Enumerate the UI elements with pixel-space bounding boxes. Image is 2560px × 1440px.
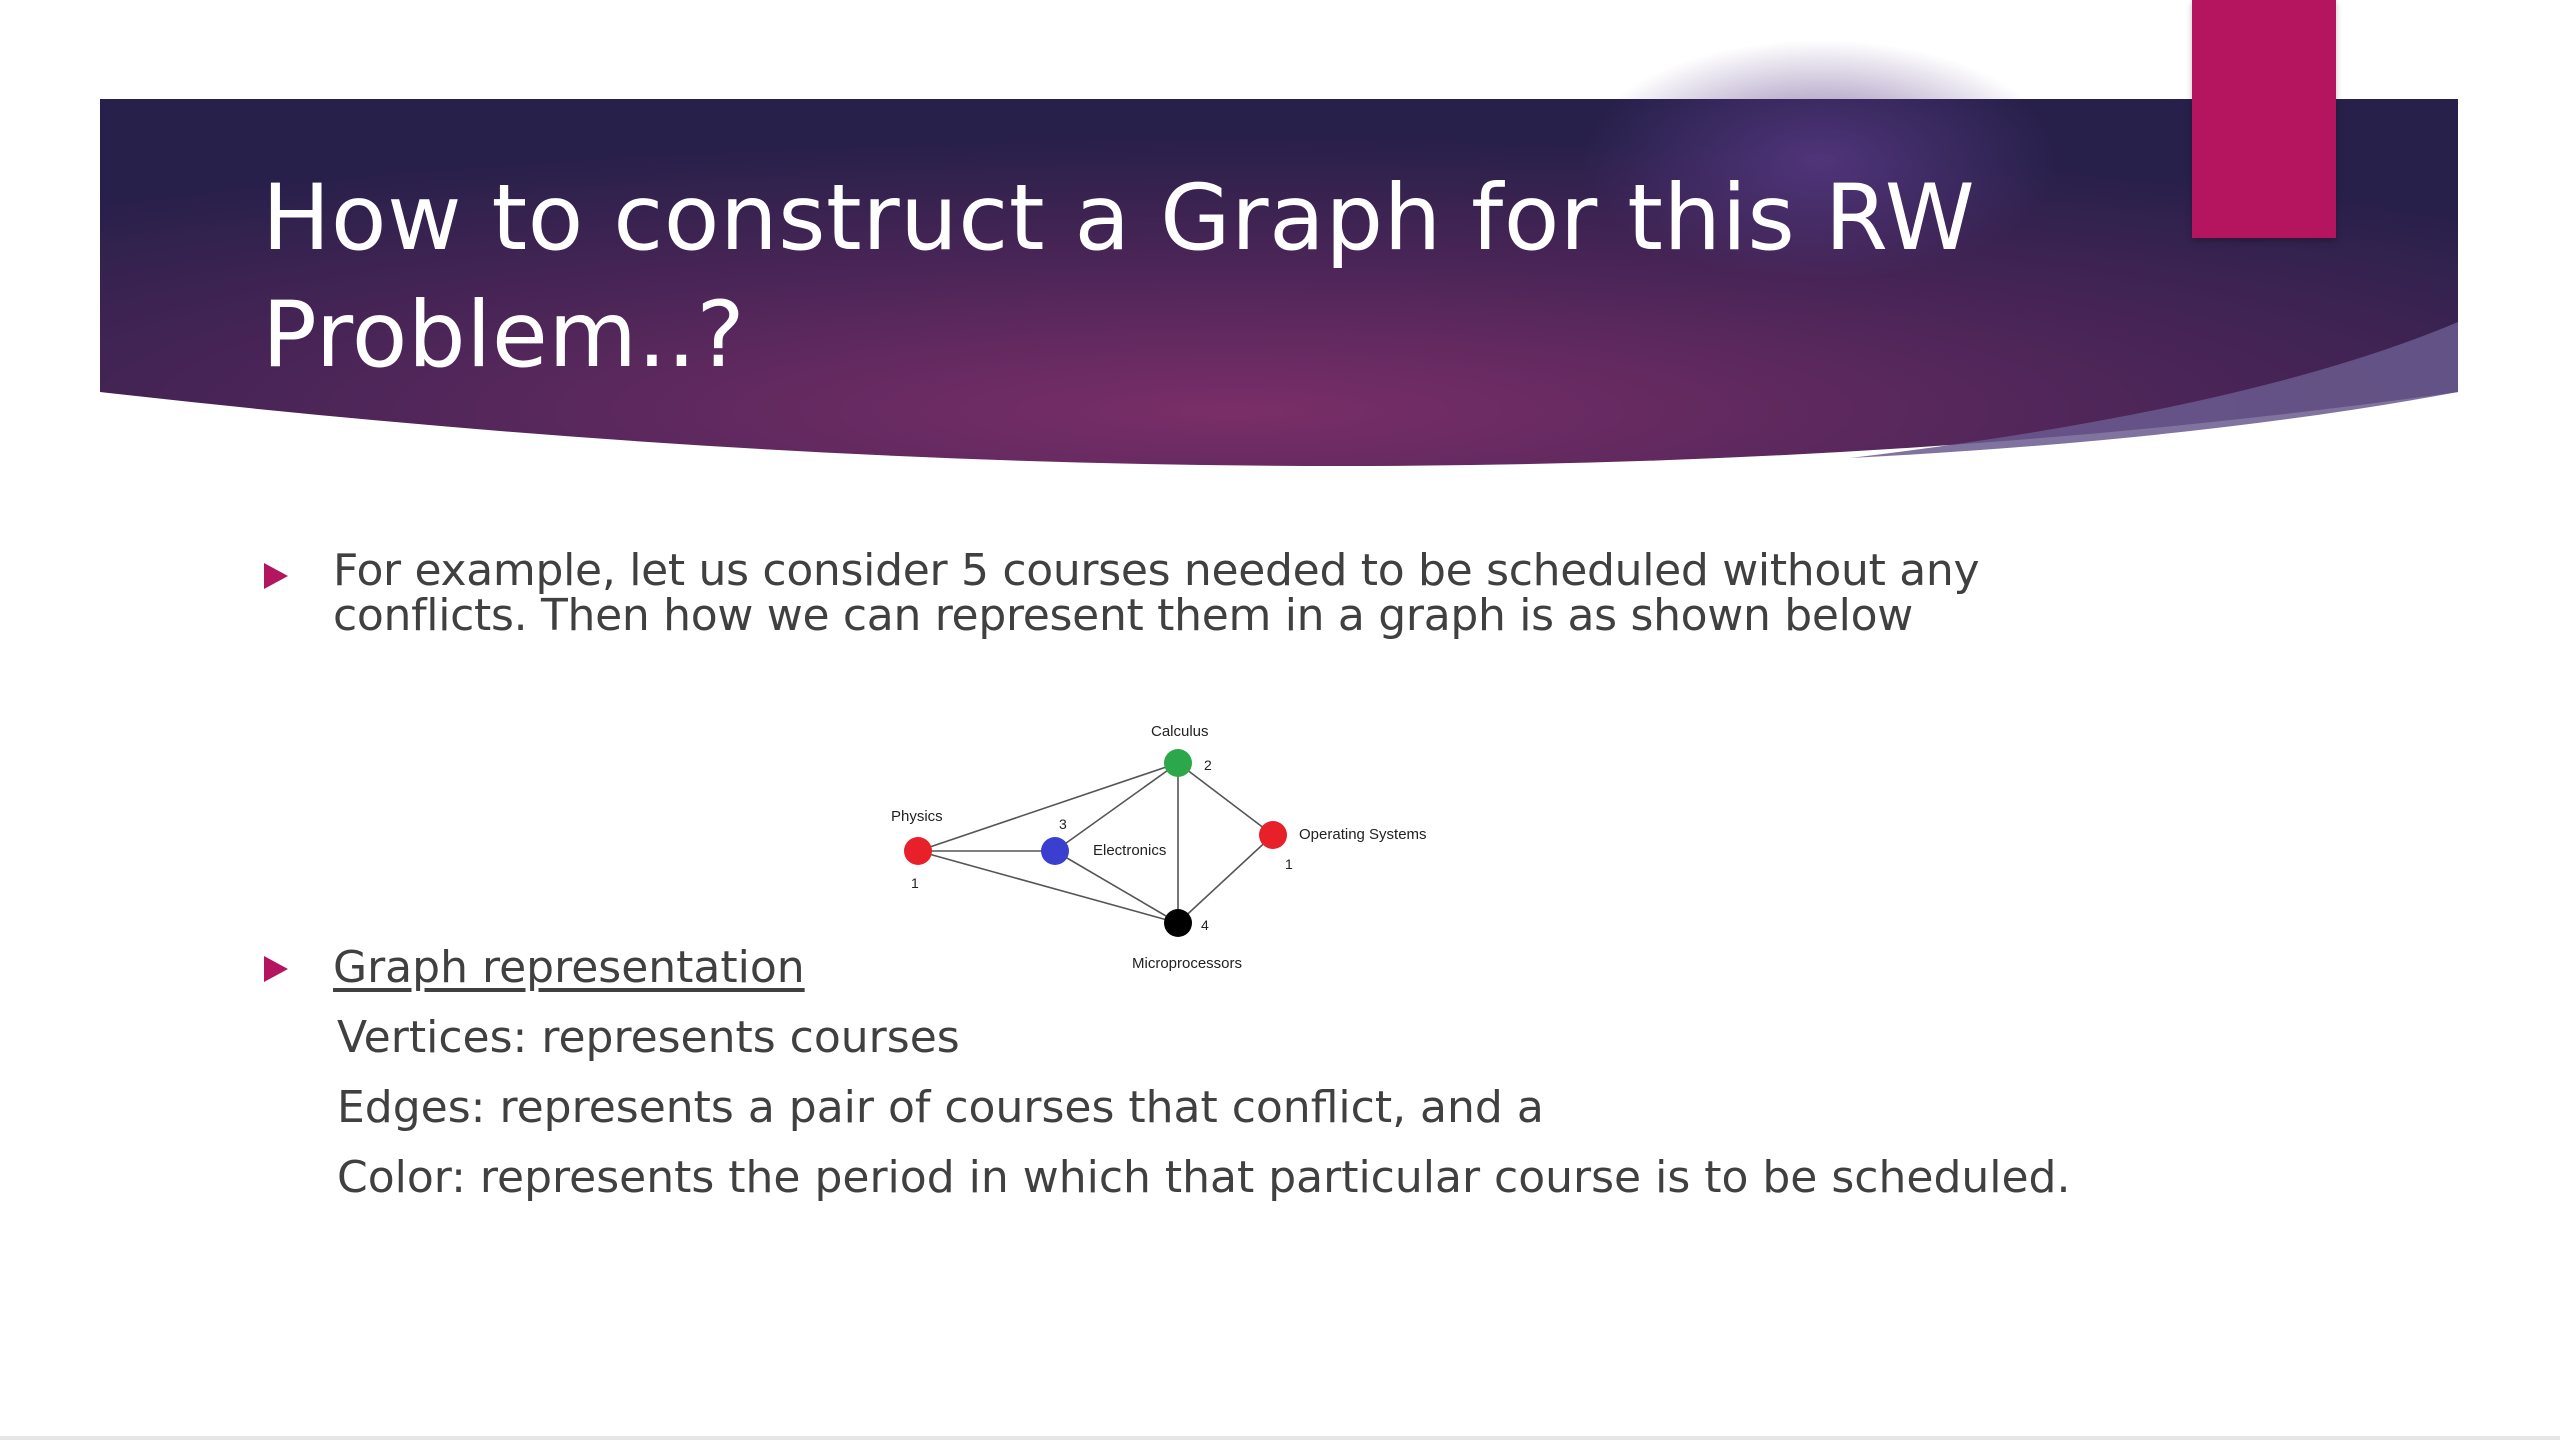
label-physics: Physics (891, 808, 943, 825)
vertex-physics (904, 837, 932, 865)
number-physics: 1 (911, 875, 919, 891)
vertex-electronics (1041, 837, 1069, 865)
number-calculus: 2 (1204, 757, 1212, 773)
slide-title: How to construct a Graph for this RW Problem..? (262, 166, 1976, 388)
label-microprocessors: Microprocessors (1132, 955, 1243, 972)
number-microprocessors: 4 (1201, 917, 1209, 933)
vertex-operating-systems (1259, 821, 1287, 849)
course-conflict-graph (880, 700, 1440, 992)
accent-tab (2192, 0, 2336, 238)
vertex-microprocessors (1164, 909, 1192, 937)
number-operating-systems: 1 (1285, 856, 1293, 872)
bullet-text: For example, let us consider 5 courses needed to be scheduled without any conflicts. Then how we can represent them in a graph is as shown below (333, 545, 1980, 641)
vertices-definition: Vertices: represents courses (337, 1012, 960, 1063)
number-electronics: 3 (1059, 816, 1067, 832)
bullet-heading-graph-representation: Graph representation (333, 942, 805, 993)
triangle-bullet-icon (264, 563, 288, 589)
bottom-divider (0, 1436, 2560, 1440)
label-calculus: Calculus (1151, 723, 1209, 740)
color-definition: Color: represents the period in which that particular course is to be scheduled. (337, 1152, 2071, 1203)
edges-definition: Edges: represents a pair of courses that conflict, and a (337, 1082, 1544, 1133)
triangle-bullet-icon (264, 956, 288, 982)
label-operating-systems: Operating Systems (1299, 826, 1427, 843)
label-electronics: Electronics (1093, 842, 1167, 859)
vertex-calculus (1164, 749, 1192, 777)
